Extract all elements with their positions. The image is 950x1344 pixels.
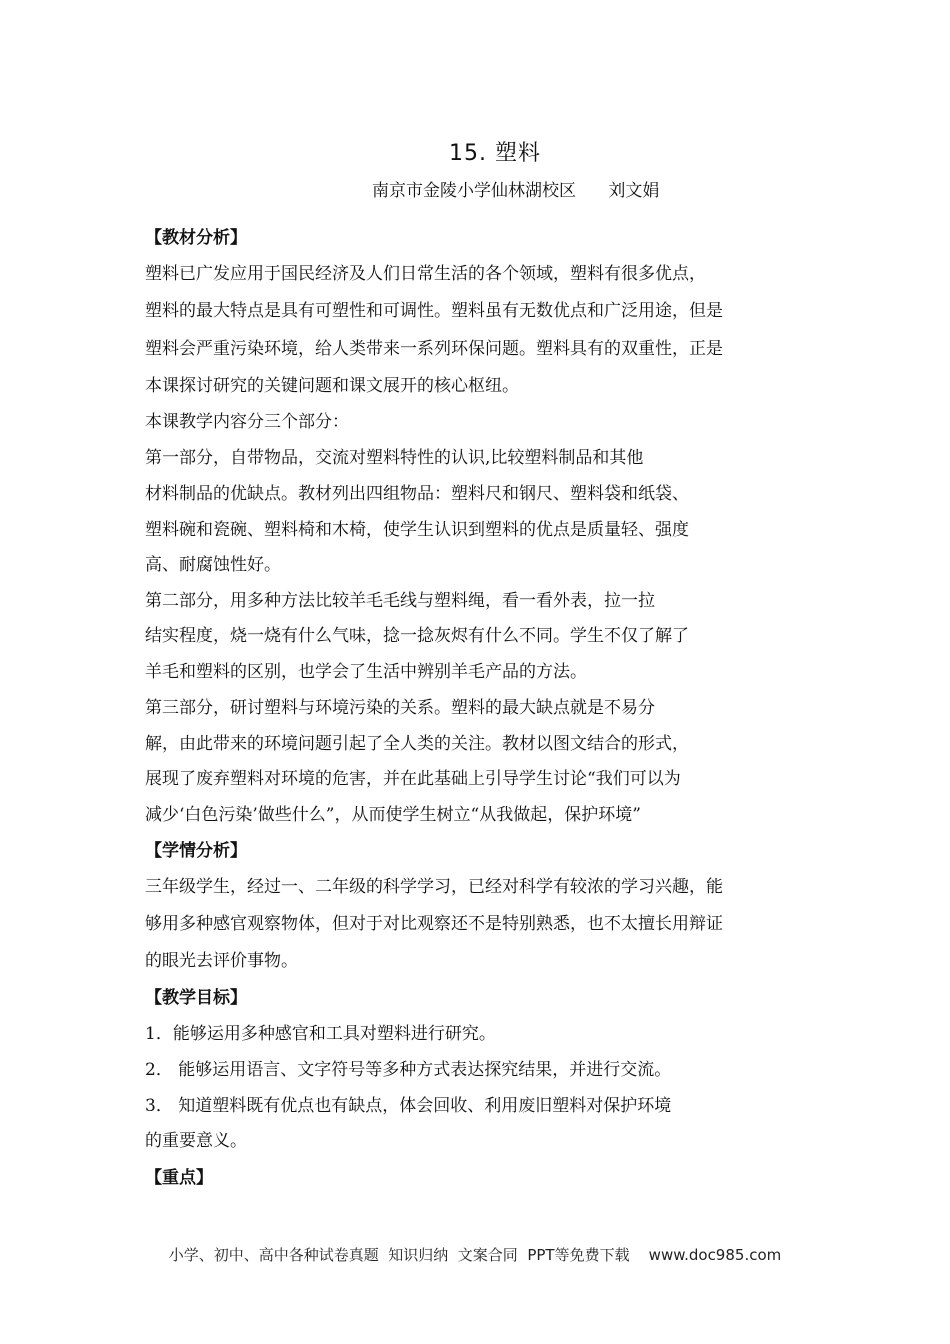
paragraph-line: 展现了废弃塑料对环境的危害，并在此基础上引导学生讨论“我们可以为 <box>145 769 681 789</box>
paragraph-line: 的眼光去评价事物。 <box>145 951 298 971</box>
goal-item: 3． 知道塑料既有优点也有缺点，体会回收、利用废旧塑料对保护环境 <box>145 1096 672 1116</box>
paragraph-line: 羊毛和塑料的区别，也学会了生活中辨别羊毛产品的方法。 <box>145 662 587 682</box>
paragraph-line: 材料制品的优缺点。教材列出四组物品：塑料尺和钢尺、塑料袋和纸袋、 <box>145 484 689 504</box>
paragraph-line: 本课教学内容分三个部分： <box>145 412 349 432</box>
paragraph-line: 塑料的最大特点是具有可塑性和可调性。塑料虽有无数优点和广泛用途，但是 <box>145 301 723 321</box>
paragraph-line: 本课探讨研究的关键问题和课文展开的核心枢纽。 <box>145 376 519 396</box>
paragraph-line: 高、耐腐蚀性好。 <box>145 555 281 575</box>
paragraph-line: 结实程度，烧一烧有什么气味，捻一捻灰烬有什么不同。学生不仅了解了 <box>145 626 689 646</box>
paragraph-line: 塑料已广发应用于国民经济及人们日常生活的各个领域，塑料有很多优点， <box>145 264 706 284</box>
paragraph-line: 解，由此带来的环境问题引起了全人类的关注。教材以图文结合的形式， <box>145 734 689 754</box>
section-heading-textbook-analysis: 【教材分析】 <box>145 228 247 248</box>
document-author: 南京市金陵小学仙林湖校区 刘文娟 <box>372 181 660 201</box>
goal-item: 2． 能够运用语言、文字符号等多种方式表达探究结果，并进行交流。 <box>145 1060 672 1080</box>
paragraph-line: 塑料碗和瓷碗、塑料椅和木椅，使学生认识到塑料的优点是质量轻、强度 <box>145 520 689 540</box>
section-heading-teaching-goals: 【教学目标】 <box>145 988 247 1008</box>
goal-item-continuation: 的重要意义。 <box>145 1131 247 1151</box>
paragraph-line: 够用多种感官观察物体，但对于对比观察还不是特别熟悉，也不太擅长用辩证 <box>145 914 723 934</box>
paragraph-line: 第一部分，自带物品，交流对塑料特性的认识,比较塑料制品和其他 <box>145 448 644 468</box>
page-footer: 小学、初中、高中各种试卷真题 知识归纳 文案合同 PPT等免费下载 www.doc985.com <box>168 1246 782 1264</box>
paragraph-line: 第三部分，研讨塑料与环境污染的关系。塑料的最大缺点就是不易分 <box>145 698 655 718</box>
section-heading-key-points: 【重点】 <box>145 1168 213 1188</box>
paragraph-line: 第二部分，用多种方法比较羊毛毛线与塑料绳，看一看外表，拉一拉 <box>145 591 655 611</box>
section-heading-student-analysis: 【学情分析】 <box>145 841 247 861</box>
goal-item: 1．能够运用多种感官和工具对塑料进行研究。 <box>145 1024 496 1044</box>
paragraph-line: 三年级学生，经过一、二年级的科学学习，已经对科学有较浓的学习兴趣，能 <box>145 877 723 897</box>
document-title: 15. 塑料 <box>449 141 541 166</box>
paragraph-line: 塑料会严重污染环境，给人类带来一系列环保问题。塑料具有的双重性，正是 <box>145 339 723 359</box>
paragraph-line: 减少‘白色污染’做些什么”，从而使学生树立“从我做起，保护环境” <box>145 805 641 825</box>
